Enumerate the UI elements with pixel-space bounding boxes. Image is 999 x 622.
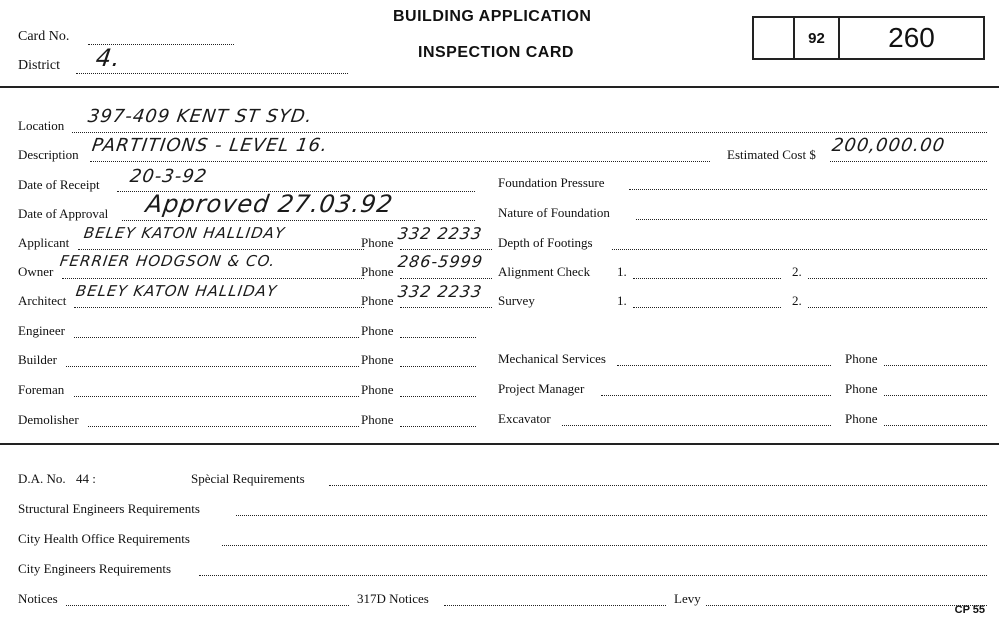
foreman-phone-label: Phone [361, 382, 394, 397]
depth-of-footings-line [612, 249, 987, 250]
architect-phone-value: 332 2233 [396, 282, 484, 301]
applicant-line [78, 249, 364, 250]
levy-line [706, 605, 987, 606]
title-line-2: INSPECTION CARD [418, 44, 574, 61]
city-engineers-requirements-line [199, 575, 987, 576]
location-line [72, 132, 987, 133]
excavator-phone-label: Phone [845, 411, 878, 426]
special-requirements-label: Spècial Requirements [191, 471, 305, 486]
demolisher-line [88, 426, 359, 427]
da-no-label: D.A. No. [18, 471, 66, 486]
engineer-label: Engineer [18, 323, 65, 338]
demolisher-label: Demolisher [18, 412, 79, 427]
depth-of-footings-label: Depth of Footings [498, 235, 593, 250]
nature-of-foundation-line [636, 219, 987, 220]
health-requirements-line [222, 545, 987, 546]
date-of-approval-label: Date of Approval [18, 206, 109, 221]
number-box-blank [754, 18, 795, 58]
builder-phone-label: Phone [361, 352, 394, 367]
district-value: 4. [94, 44, 123, 72]
engineer-line [74, 337, 359, 338]
location-label: Location [18, 118, 65, 133]
owner-label: Owner [18, 264, 54, 279]
excavator-phone-line [884, 425, 987, 426]
builder-label: Builder [18, 352, 57, 367]
alignment-check-2-line [808, 278, 987, 279]
builder-line [66, 366, 359, 367]
survey-1: 1. [617, 293, 627, 308]
mechanical-services-line [617, 365, 831, 366]
owner-phone-line [400, 278, 492, 279]
applicant-value: BELEY KATON HALLIDAY [82, 224, 287, 242]
alignment-check-label: Alignment Check [498, 264, 591, 279]
levy-label: Levy [674, 591, 701, 606]
survey-1-line [633, 307, 781, 308]
mechanical-services-label: Mechanical Services [498, 351, 606, 366]
da-no-value: 44 : [76, 471, 96, 486]
description-value: PARTITIONS - LEVEL 16. [90, 135, 330, 156]
estimated-cost-line [830, 161, 987, 162]
notices-label: Notices [18, 591, 58, 606]
architect-label: Architect [18, 293, 67, 308]
description-line [90, 161, 710, 162]
form-code: CP 55 [954, 604, 985, 616]
foundation-pressure-line [629, 189, 987, 190]
card-no-label: Card No. [18, 29, 70, 44]
date-of-receipt-value: 20-3-92 [128, 166, 209, 187]
city-engineers-requirements-label: City Engineers Requirements [18, 561, 172, 576]
architect-phone-label: Phone [361, 293, 394, 308]
owner-phone-label: Phone [361, 264, 394, 279]
nature-of-foundation-label: Nature of Foundation [498, 205, 610, 220]
special-requirements-line [329, 485, 987, 486]
architect-line [74, 307, 364, 308]
owner-phone-value: 286-5999 [396, 252, 485, 271]
health-requirements-label: City Health Office Requirements [18, 531, 190, 546]
estimated-cost-label: Estimated Cost $ [727, 147, 816, 162]
notices-line [66, 605, 349, 606]
alignment-check-1: 1. [617, 264, 627, 279]
header-divider [0, 86, 999, 88]
applicant-label: Applicant [18, 235, 70, 250]
owner-line [62, 278, 364, 279]
number-box-number: 260 [888, 22, 935, 53]
engineer-phone-label: Phone [361, 323, 394, 338]
card-number-box [752, 16, 985, 60]
section-divider [0, 443, 999, 445]
applicant-phone-line [400, 249, 492, 250]
description-label: Description [18, 147, 79, 162]
engineer-phone-line [400, 337, 476, 338]
date-of-receipt-label: Date of Receipt [18, 177, 100, 192]
date-of-approval-value: Approved 27.03.92 [144, 190, 396, 218]
notices-317d-line [444, 605, 666, 606]
demolisher-phone-line [400, 426, 476, 427]
foundation-pressure-label: Foundation Pressure [498, 175, 605, 190]
notices-317d-label: 317D Notices [357, 591, 429, 606]
structural-requirements-line [236, 515, 987, 516]
applicant-phone-label: Phone [361, 235, 394, 250]
date-of-approval-line [122, 220, 475, 221]
architect-value: BELEY KATON HALLIDAY [74, 282, 279, 300]
demolisher-phone-label: Phone [361, 412, 394, 427]
title-line-1: BUILDING APPLICATION [393, 8, 592, 25]
builder-phone-line [400, 366, 476, 367]
excavator-line [562, 425, 831, 426]
applicant-phone-value: 332 2233 [396, 224, 484, 243]
survey-2-line [808, 307, 987, 308]
number-box-year: 92 [795, 18, 840, 58]
project-manager-phone-line [884, 395, 987, 396]
foreman-label: Foreman [18, 382, 65, 397]
foreman-line [74, 396, 359, 397]
survey-label: Survey [498, 293, 535, 308]
structural-requirements-label: Structural Engineers Requirements [18, 501, 200, 516]
excavator-label: Excavator [498, 411, 551, 426]
project-manager-label: Project Manager [498, 381, 585, 396]
mechanical-phone-line [884, 365, 987, 366]
foreman-phone-line [400, 396, 476, 397]
mechanical-phone-label: Phone [845, 351, 878, 366]
location-value: 397-409 KENT ST SYD. [86, 106, 314, 127]
alignment-check-1-line [633, 278, 781, 279]
owner-value: FERRIER HODGSON & CO. [58, 252, 277, 270]
district-line [76, 73, 348, 74]
project-manager-phone-label: Phone [845, 381, 878, 396]
estimated-cost-value: 200,000.00 [830, 135, 947, 156]
project-manager-line [601, 395, 831, 396]
alignment-check-2: 2. [792, 264, 802, 279]
district-label: District [18, 58, 60, 73]
architect-phone-line [400, 307, 492, 308]
survey-2: 2. [792, 293, 802, 308]
